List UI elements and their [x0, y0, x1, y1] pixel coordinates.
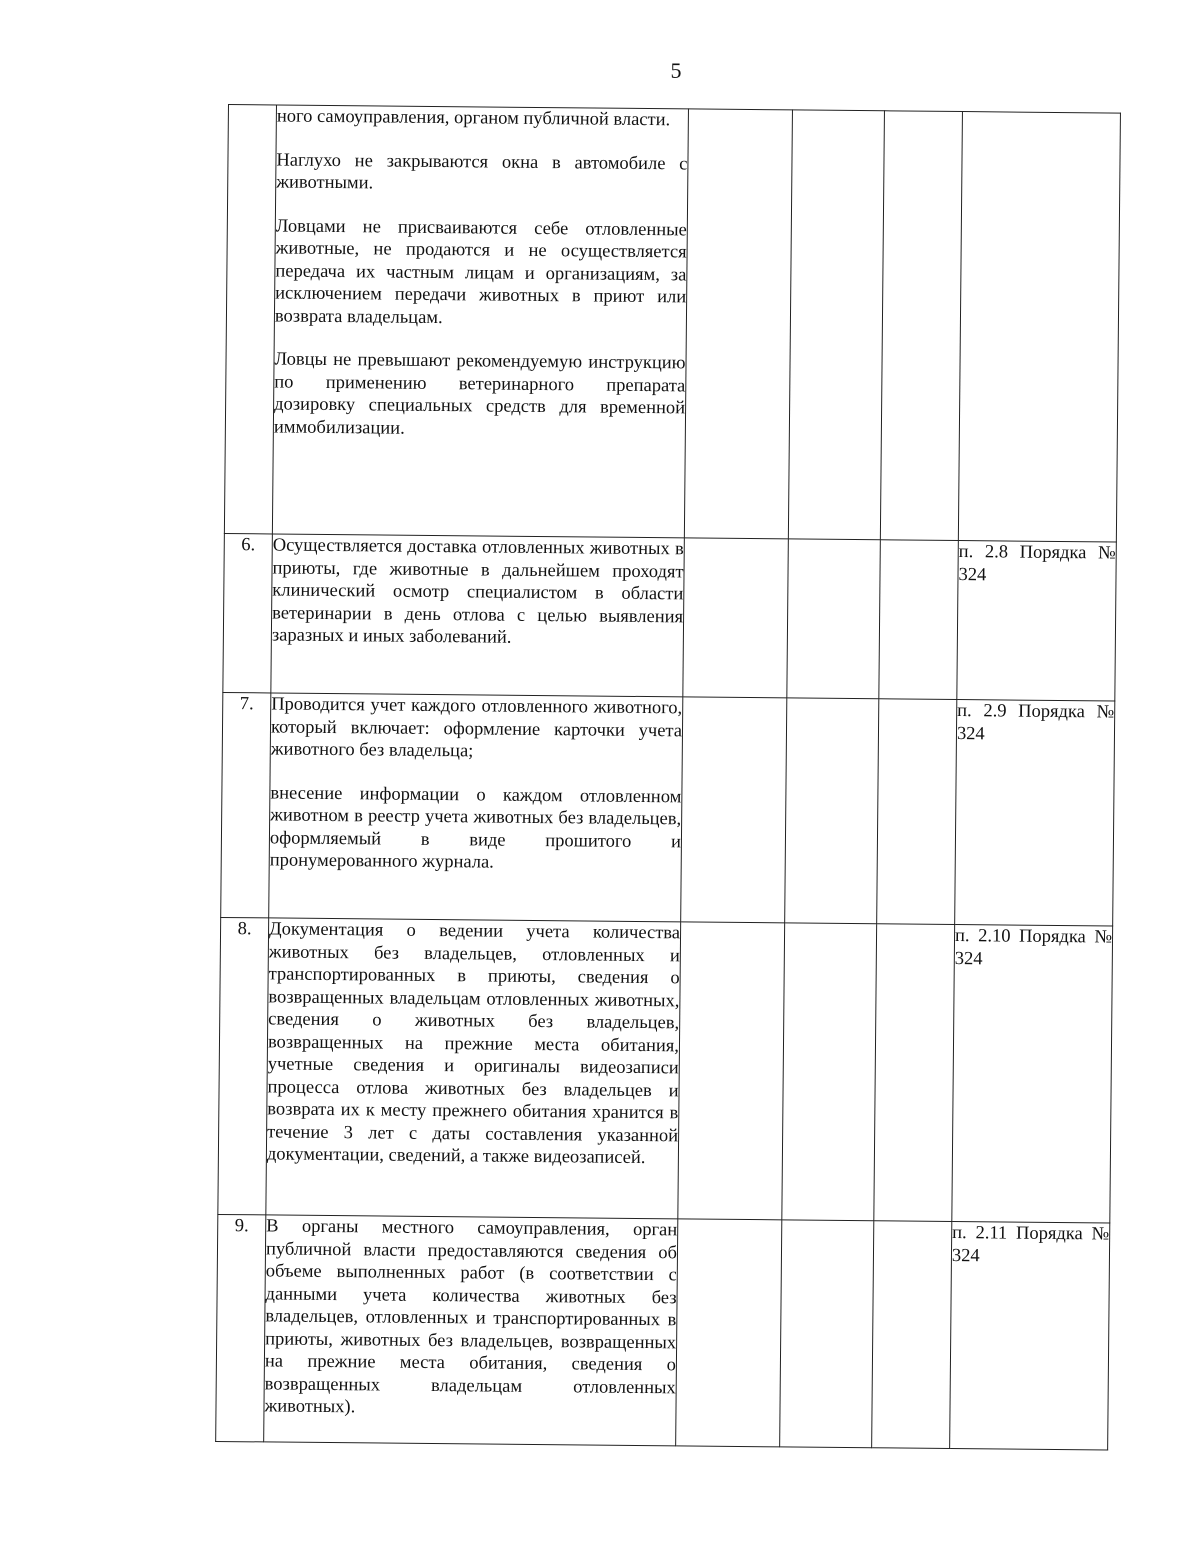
reference-cell: п. 2.8 Порядка № 324 — [957, 541, 1117, 702]
row-number: 9. — [216, 1214, 266, 1441]
answer-cell-no — [788, 110, 884, 540]
page-number: 5 — [670, 58, 682, 83]
requirement-paragraph: Ловцы не превышают рекомендуемую инструкцию по применению ветеринарного препарата дозировку специальных средств для временной иммобилизации. — [273, 349, 686, 439]
row-number — [224, 105, 276, 534]
requirement-paragraph: Наглухо не закрываются окна в автомобиле с животными. — [276, 149, 688, 194]
requirement-cell — [269, 693, 683, 922]
answer-cell-na — [874, 924, 955, 1222]
answer-cell-no — [787, 539, 881, 699]
table-row-6 — [223, 533, 1116, 701]
requirement-paragraph: Ловцами не присваиваются себе отловленные животные, не продаются и не осуществляется передача их частным лицам и организациям, за исключением передачи животных в приют или возврата владельцам. — [274, 215, 687, 328]
answer-cell-yes — [676, 1219, 782, 1447]
answer-cell-na — [880, 111, 962, 541]
requirement-cell — [271, 534, 685, 697]
table-row-7 — [221, 692, 1115, 926]
answer-cell-yes — [678, 922, 785, 1220]
requirement-paragraph: Документация о ведении учета количества животных без владельцев, отловленных и транспортированных в приюты, сведения о возвращенных владельцам отловленных животных, сведения о животных без владельцев, возвращенных на прежние места обитания, учетные сведения и оригиналы видеозаписи процесса отлова животных без владельцев и возврата их к месту прежнего обитания хранится в течение 3 лет с даты составления указанной документации, сведений, а также видеозаписей. — [266, 919, 681, 1169]
requirement-paragraph: ного самоуправления, органом публичной власти. — [276, 106, 671, 131]
row-number: 7. — [221, 692, 271, 917]
answer-cell-no — [780, 1220, 874, 1448]
table-row-8 — [218, 917, 1113, 1223]
answer-cell-na — [872, 1221, 952, 1449]
reference-cell: п. 2.10 Порядка № 324 — [952, 925, 1113, 1224]
row-number: 8. — [218, 917, 269, 1214]
answer-cell-no — [785, 698, 879, 924]
reference-cell: п. 2.11 Порядка № 324 — [950, 1221, 1110, 1450]
answer-cell-yes — [683, 538, 789, 698]
row-number: 6. — [223, 533, 273, 692]
answer-cell-na — [879, 540, 959, 700]
requirement-paragraph: Осуществляется доставка отловленных животных в приюты, где животные в дальнейшем проходят клинический осмотр специалистом в области ветеринарии в день отлова с целью выявления заразных и иных заболеваний. — [271, 535, 684, 648]
requirement-cell — [272, 105, 688, 538]
answer-cell-no — [782, 923, 877, 1221]
answer-cell-na — [877, 699, 957, 925]
requirement-paragraph: В органы местного самоуправления, орган публичной власти предоставляются сведения об объеме выполненных работ (в соответствии с данными учета количества животных без владельцев, отловленных и транспортированных в приюты, животных без владельцев, возвращенных на прежние места обитания, сведения о возвращенных владельцам отловленных животных). — [264, 1216, 678, 1418]
requirement-cell — [266, 918, 681, 1219]
requirement-paragraph: Проводится учет каждого отловленного животного, который включает: оформление карточки учета животного без владельца; — [270, 694, 683, 762]
requirement-paragraph: внесение информации о каждом отловленном животном в реестр учета животных без владельцев, оформляемый в виде прошитого и пронумерованного журнала. — [269, 782, 682, 873]
answer-cell-yes — [681, 697, 787, 923]
table-row-continuation — [224, 105, 1120, 543]
answer-cell-yes — [684, 109, 792, 539]
reference-cell: п. 2.9 Порядка № 324 — [955, 700, 1115, 927]
reference-cell — [958, 112, 1120, 542]
table-row-9 — [216, 1214, 1110, 1450]
checklist-table — [215, 104, 1121, 1451]
requirement-cell — [264, 1215, 678, 1446]
